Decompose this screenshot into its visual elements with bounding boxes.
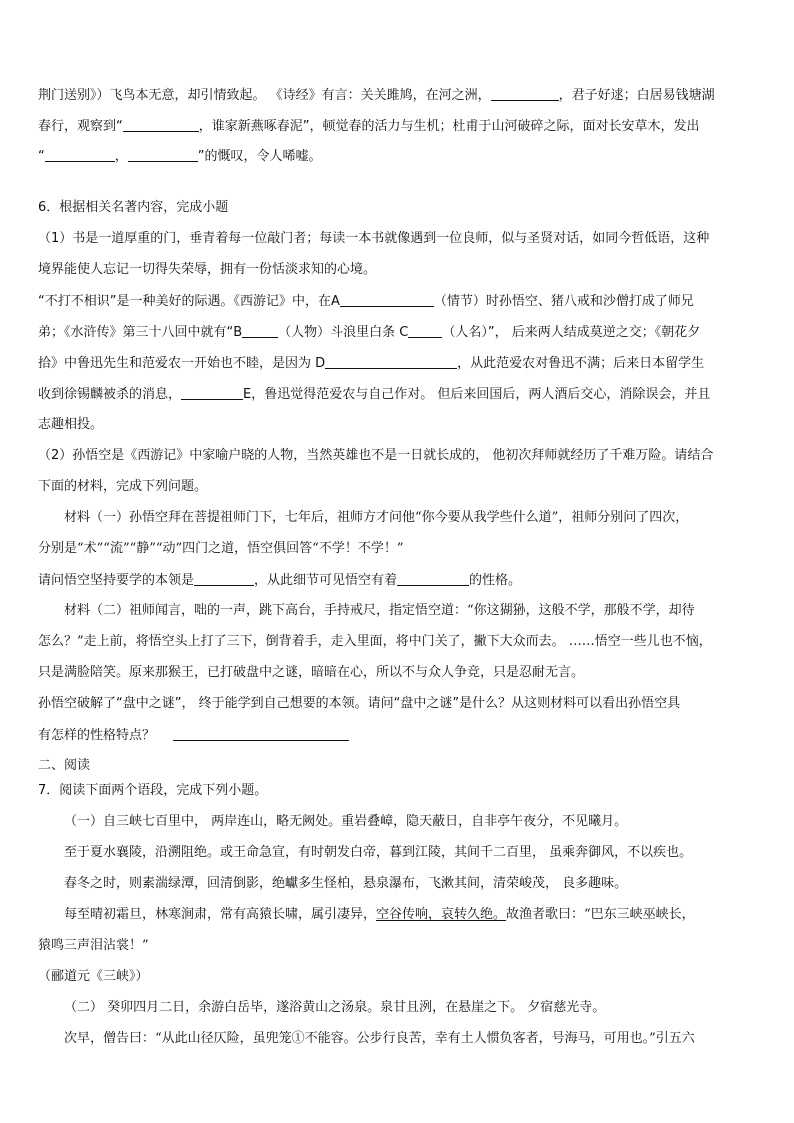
material-1-line: 分别是“术”“流”“静”“动”四门之道，悟空俱回答“不学！不学！”: [38, 541, 404, 556]
material-2-line: 材料（二）祖师闻言，咄的一声，跳下高台，手持戒尺，指定悟空道：“你这猢狲，这般不学，那般不学，却待: [64, 603, 695, 618]
q6-part1-line: 弟；《水浒传》第三十八回中就有“B （人物）斗浪里白条 C （人名）”， 后来两人结成莫逆之交；《朝花夕: [38, 325, 701, 340]
text-1-line: 猿鸣三声泪沾裳！”: [38, 938, 149, 953]
q6-part2-line: （2）孙悟空是《西游记》中家喻户晓的人物，当然英雄也不是一日就长成的， 他初次拜师就经历了千难万险。请结合: [38, 448, 714, 463]
answer-blank-b[interactable]: [242, 323, 278, 338]
material-2-line: 怎么？”走上前，将悟空头上打了三下，倒背着手，走入里面，将中门关了，撇下大众而去。 ……悟空一些儿也不恼，: [38, 634, 712, 649]
text-1-line: 每至晴初霜旦，林寒涧肃，常有高猿长啸，属引凄异，空谷传响，哀转久绝。故渔者歌曰：“巴东三峡巫峡长，: [64, 907, 695, 922]
answer-blank-c[interactable]: [408, 323, 442, 338]
text-1-line: 至于夏水襄陵，沿溯阻绝。或王命急宣，有时朝发白帝，暮到江陵，其间千二百里， 虽乘奔御风，不以疾也。: [64, 845, 693, 860]
q6-part1-line: 收到徐锡麟被杀的消息， E，鲁迅觉得范爱农与自己作对。 但后来回国后，两人酒后交心，消除误会，并且: [38, 387, 711, 402]
underlined-phrase: 空谷传响，哀转久绝。: [376, 907, 507, 922]
answer-blank-e[interactable]: [181, 385, 243, 400]
answer-blank[interactable]: [173, 726, 349, 741]
question-7-title: 7．阅读下面两个语段，完成下列小题。: [38, 783, 268, 798]
q6-part1-line: （1）书是一道厚重的门，垂青着每一位敲门者；每读一本书就像遇到一位良师，似与圣贤对话，如同今哲低语，这种: [38, 231, 710, 246]
q6-part1-line: “不打不相识”是一种美好的际遇。《西游记》中，在A （情节）时孙悟空、猪八戒和沙僧打成了师兄: [38, 294, 694, 309]
q6-part1-line: 拾》中鲁迅先生和范爱农一开始也不睦，是因为 D ，从此范爱农对鲁迅不满；后来日本留学生: [38, 356, 705, 371]
text-1-line: （一）自三峡七百里中， 两岸连山，略无阙处。重岩叠嶂，隐天蔽日，自非亭午夜分，不见曦月。: [64, 814, 628, 829]
answer-blank[interactable]: [128, 147, 198, 162]
question-6-title: 6．根据相关名著内容，完成小题: [38, 200, 229, 215]
answer-blank-a[interactable]: [340, 292, 434, 307]
answer-blank[interactable]: [397, 571, 469, 586]
poem-line-2: 春行，观察到“ ，谁家新燕啄春泥”，顿觉春的活力与生机；杜甫于山河破碎之际，面对长安草木，发出: [38, 119, 700, 134]
section-heading: 二、阅读: [38, 758, 91, 773]
q6-part1-line: 境界能使人忘记一切得失荣辱，拥有一份恬淡求知的心境。: [38, 262, 377, 277]
text-1-source: （郦道元《三峡》）: [38, 969, 149, 984]
poem-line-3: “ ， ”的慨叹，令人唏嘘。: [38, 149, 322, 164]
answer-blank-d[interactable]: [325, 354, 457, 369]
material-1-question: 请问悟空坚持要学的本领是 ，从此细节可见悟空有着 的性格。: [38, 573, 522, 588]
text-1-line: 春冬之时，则素湍绿潭，回清倒影，绝巘多生怪柏，悬泉瀑布，飞漱其间，清荣峻茂， 良多趣味。: [64, 876, 628, 891]
text-2-line: （二） 癸卯四月二日，余游白岳毕，遂浴黄山之汤泉。泉甘且洌，在悬崖之下。 夕宿慈光寺。: [64, 1000, 606, 1015]
material-2-question: 孙悟空破解了“盘中之谜”， 终于能学到自己想要的本领。请问“盘中之谜”是什么？从这则材料可以看出孙悟空具: [38, 696, 681, 711]
material-2-line: 只是满脸陪笑。原来那猴王，已打破盘中之谜，暗暗在心，所以不与众人争竞，只是忍耐无言。: [38, 665, 585, 680]
poem-line-1: 荆门送别》）飞鸟本无意，却引情致起。 《诗经》有言：关关雎鸠，在河之洲， ，君子好逑；白居易钱塘湖: [38, 88, 715, 103]
material-2-question: 有怎样的性格特点？: [38, 726, 349, 745]
answer-blank[interactable]: [491, 86, 559, 101]
answer-blank[interactable]: [45, 147, 115, 162]
answer-blank[interactable]: [123, 117, 199, 132]
q6-part2-line: 下面的材料，完成下列问题。: [38, 479, 208, 494]
q6-part1-line: 志趣相投。: [38, 417, 104, 432]
text-2-line: 次早，僧告曰：“从此山径仄险，虽兜笼①不能容。公步行良苦，幸有土人惯负客者，号海马，可用也。”引五六: [64, 1031, 695, 1046]
material-1-line: 材料（一）孙悟空拜在菩提祖师门下，七年后，祖师方才问他“你今要从我学些什么道”，祖师分别问了四次，: [64, 510, 689, 525]
answer-blank[interactable]: [194, 571, 254, 586]
